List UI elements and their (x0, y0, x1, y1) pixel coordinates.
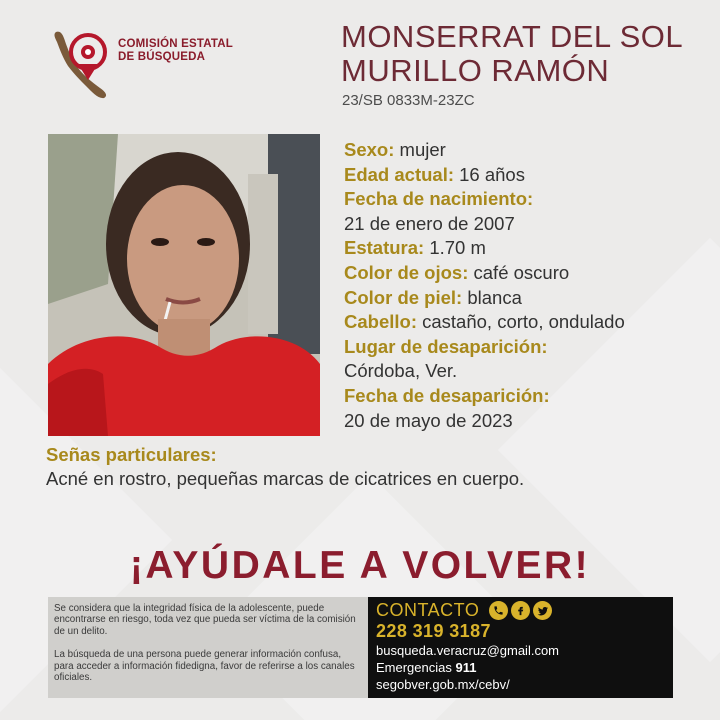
nacimiento-label: Fecha de nacimiento: (344, 188, 534, 210)
sexo-value: mujer (399, 139, 446, 160)
lugar-label: Lugar de desaparición: (344, 335, 548, 357)
lugar-value: Córdoba, Ver. (344, 360, 458, 382)
detail-edad (344, 163, 704, 188)
person-details (344, 138, 704, 433)
veracruz-map-pin-icon (48, 26, 118, 102)
estatura-value: 1.70 m (429, 237, 486, 259)
fecha-value: 20 de mayo de 2023 (344, 409, 513, 431)
cabello-value: castaño, corto, ondulado (422, 311, 625, 333)
phone-icon[interactable] (489, 601, 508, 620)
senas-label: Señas particulares: (46, 444, 217, 465)
emergency-label: Emergencias (376, 660, 452, 675)
edad-value: 16 años (459, 163, 525, 185)
estatura-label: Estatura: (344, 237, 425, 259)
detail-estatura (344, 236, 704, 261)
piel-label: Color de piel: (344, 286, 463, 308)
disclaimer-paragraph-1: Se considera que la integridad física de la adolescente, puede encontrarse en riesgo, toda vez que pueda ser víctima de la comisión de un delito. (54, 603, 356, 637)
contact-title: CONTACTO (376, 600, 480, 620)
case-id: 23/SB 0833M-23ZC (342, 92, 475, 109)
contact-emergency (376, 659, 665, 676)
slogan: ¡AYÚDALE A VOLVER! (129, 544, 591, 587)
senas-particulares (46, 443, 686, 491)
org-name-line2: DE BÚSQUEDA (118, 51, 206, 63)
ojos-label: Color de ojos: (344, 261, 469, 283)
contact-email[interactable]: busqueda.veracruz@gmail.com (376, 643, 560, 658)
edad-label: Edad actual: (344, 163, 454, 185)
fecha-label: Fecha de desaparición: (344, 384, 550, 406)
detail-sexo (344, 138, 704, 163)
person-photo (48, 134, 320, 436)
person-name-line1: MONSERRAT DEL SOL (341, 19, 684, 54)
disclaimer (48, 597, 368, 698)
contact-header (376, 600, 665, 621)
emergency-number[interactable]: 911 (455, 660, 477, 675)
person-name-line2: MURILLO RAMÓN (341, 53, 610, 88)
detail-piel (344, 286, 704, 311)
org-name (118, 38, 233, 64)
detail-ojos (344, 261, 704, 286)
org-name-line1: COMISIÓN ESTATAL (118, 38, 233, 50)
detail-cabello (344, 310, 704, 335)
org-logo (48, 26, 248, 102)
disclaimer-paragraph-2: La búsqueda de una persona puede generar información confusa, para acceder a información fidedigna, favor de referirse a los canales oficiales. (54, 649, 355, 684)
cabello-label: Cabello: (344, 311, 417, 333)
ojos-value: café oscuro (473, 261, 570, 283)
twitter-icon[interactable] (533, 601, 552, 620)
sexo-label: Sexo: (344, 139, 395, 160)
contact-box (368, 597, 673, 698)
contact-website[interactable]: segobver.gob.mx/cebv/ (376, 677, 510, 692)
contact-phone[interactable]: 228 319 3187 (376, 621, 491, 641)
nacimiento-value: 21 de enero de 2007 (344, 212, 515, 234)
contact-icons (489, 601, 552, 620)
piel-value: blanca (467, 286, 522, 308)
person-name (341, 20, 683, 88)
senas-text: Acné en rostro, pequeñas marcas de cicatrices en cuerpo. (46, 468, 525, 489)
facebook-icon[interactable] (511, 601, 530, 620)
